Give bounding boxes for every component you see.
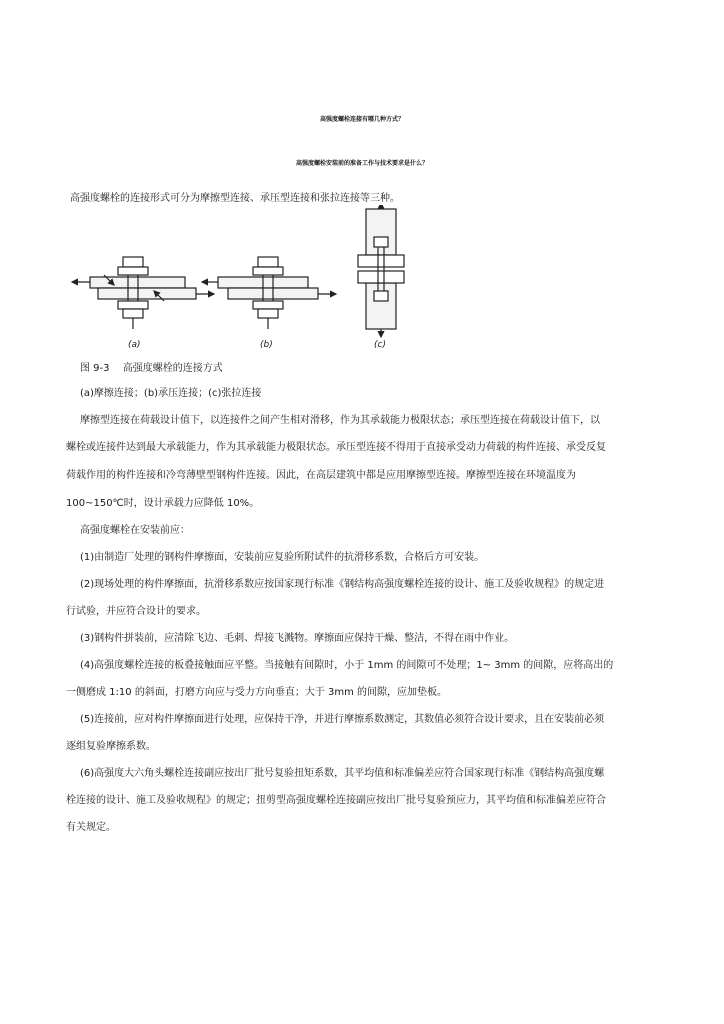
body-line: 行试验，并应符合设计的要求。 [66,606,206,617]
diagram-c [358,205,404,337]
body-line: 栓连接的设计、施工及验收规程》的规定；扭剪型高强度螺栓连接副应按出厂批号复验预应力，其平均值和标准偏差应符合 [66,795,606,806]
body-line: 有关规定。 [66,822,116,833]
body-line: (6)高强度大六角头螺栓连接副应按出厂批号复验扭矩系数，其平均值和标准偏差应符合国家现行标准《钢结构高强度螺 [80,768,605,779]
body-line: 荷载作用的构件连接和冷弯薄壁型钢构件连接。因此，在高层建筑中都是应用摩擦型连接。摩擦型连接在环境温度为 [66,470,576,481]
figure-legend: (a)摩擦连接；(b)承压连接；(c)张拉连接 [80,388,262,399]
body-line: 逐组复验摩擦系数。 [66,741,156,752]
body-line: (3)钢构件拼装前，应清除飞边、毛刺、焊接飞溅物。摩擦面应保持干燥、整洁，不得在雨中作业。 [80,633,515,644]
intro-text: 高强度螺栓的连接形式可分为摩擦型连接、承压型连接和张拉连接等三种。 [70,193,400,204]
page-title: 高强度螺栓连接有哪几种方式？ [319,116,404,123]
body-line: 一侧磨成 1:10 的斜面，打磨方向应与受力方向垂直；大于 3mm 的间隙，应加垫板。 [66,687,448,698]
body-line: (4)高强度螺栓连接的板叠接触面应平整。当接触有间隙时，小于 1mm 的间隙可不处理；1~ 3mm 的间隙，应将高出的 [80,660,614,671]
page-subtitle: 高强度螺栓安装前的准备工作与技术要求是什么？ [295,160,428,167]
body-line: 螺栓或连接件达到最大承载能力，作为其承载能力极限状态。承压型连接不得用于直接承受动力荷载的构件连接、承受反复 [66,442,606,453]
bolt-connection-diagram [68,205,438,355]
body-line: 摩擦型连接在荷载设计值下，以连接件之间产生相对滑移，作为其承载能力极限状态；承压型连接在荷载设计值下，以 [80,415,600,426]
body-line: (5)连接前，应对构件摩擦面进行处理，应保持干净，并进行摩擦系数测定，其数值必须符合设计要求，且在安装前必须 [80,714,605,725]
label-a: (a) [128,340,141,350]
diagram-b [202,257,336,329]
diagram-a [72,257,214,329]
figure-caption: 图 9-3 高强度螺栓的连接方式 [80,363,223,374]
body-line: (2)现场处理的构件摩擦面，抗滑移系数应按国家现行标准《钢结构高强度螺栓连接的设计、施工及验收规程》的规定进 [80,579,605,590]
label-c: (c) [374,340,386,350]
bolt-connection-figure [68,205,438,355]
body-line: 高强度螺栓在安装前应： [80,525,190,536]
body-line: (1)由制造厂处理的钢构件摩擦面，安装前应复验所附试件的抗滑移系数，合格后方可安装。 [80,552,485,563]
body-line: 100~150℃时，设计承载力应降低 10%。 [66,498,260,509]
label-b: (b) [260,340,273,350]
